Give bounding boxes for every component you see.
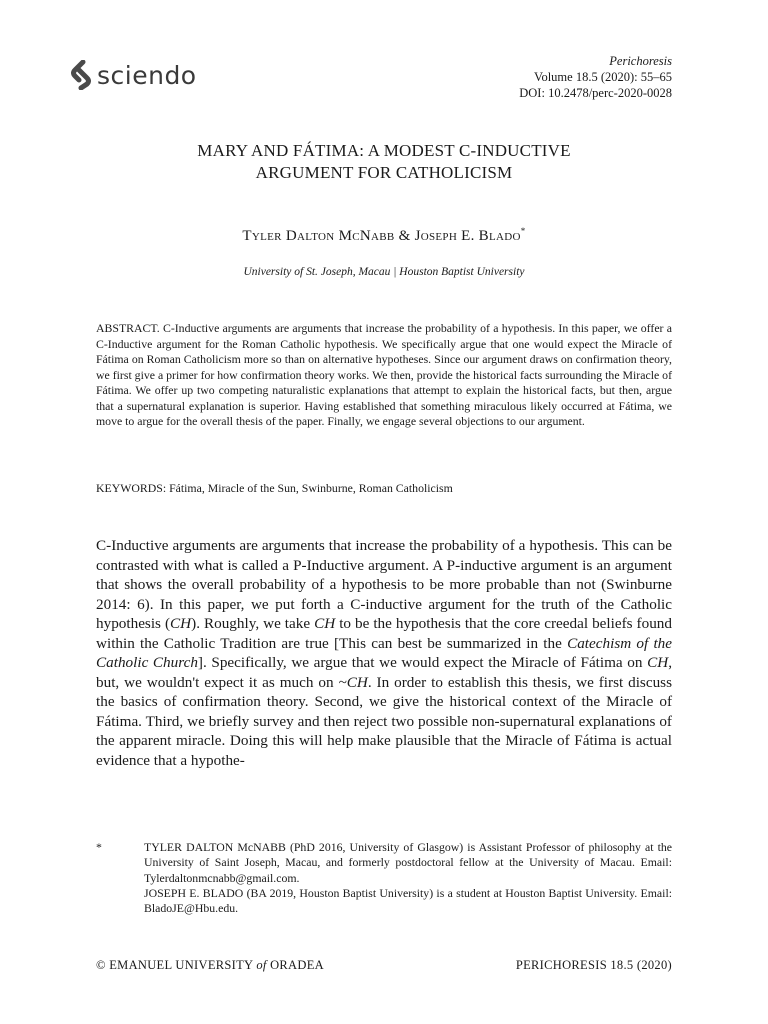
body-text: , but, we wouldn't expect it as much on — [96, 654, 672, 691]
abstract: ABSTRACT. C-Inductive arguments are arguments that increase the probability of a hypothesis. In this paper, we offer a C-Inductive argument for the Roman Catholic hypothesis. We specifically argue that one would expect the Miracle of Fátima on Roman Catholicism more so than on alternative hypotheses. Since our argument draws on confirmation theory, we first give a primer for how confirmation theory works. We then, provide the historical facts surrounding the Miracle of Fátima. We offer up two competing naturalistic explanations that attempt to explain the historical facts, but then, argue that a supernatural explanation is superior. Having established that something miraculous likely occurred at Fátima, we move to argue for the overall thesis of the paper. Finally, we engage several objections to our argument. — [96, 321, 672, 428]
author-footnote-mark: * — [520, 226, 526, 236]
article-authors — [0, 226, 768, 245]
footer-copyright — [96, 958, 324, 973]
footer-copyright-of: of — [256, 958, 267, 972]
author-footnote — [96, 840, 672, 916]
body-text: to be the hypothesis that the core creedal beliefs found within the Catholic Tradition are true [This can best be summarized in the — [96, 615, 672, 652]
body-emphasis: CH — [314, 615, 336, 632]
body-text: ). Roughly, we take — [191, 615, 315, 632]
publisher-logo — [70, 60, 197, 90]
title-line-1: MARY AND FÁTIMA: A MODEST C-INDUCTIVE — [197, 141, 571, 160]
author-names: Tyler Dalton McNabb & Joseph E. Blado — [242, 228, 521, 244]
article-title — [0, 140, 768, 184]
footer-copyright-text-end: ORADEA — [266, 958, 324, 972]
footer-copyright-text: © EMANUEL UNIVERSITY — [96, 958, 257, 972]
journal-info — [519, 53, 672, 101]
author-affiliation: University of St. Joseph, Macau | Houston Baptist University — [243, 266, 525, 278]
footnote-mark: * — [96, 840, 102, 854]
keywords: KEYWORDS: Fátima, Miracle of the Sun, Swinburne, Roman Catholicism — [96, 481, 453, 495]
body-emphasis: Catechism of the Catholic Church — [96, 634, 673, 671]
body-text: C-Inductive arguments are arguments that increase the probability of a hypothesis. This can be contrasted with what is called a P-Inductive argument. A P-inductive argument is an argument that shows the overall probability of a hypothesis to be more probable than not (Swinburne 2014: 6). In this paper, we put forth a C-inductive argument for the truth of the Catholic hypothesis ( — [96, 537, 672, 632]
footnote-text-1: TYLER DALTON McNABB (PhD 2016, University of Glasgow) is Assistant Professor of philosophy at the University of Saint Joseph, Macau, and formerly postdoctoral fellow at the University of Macau. Email: Tylerdaltonmcnabb@gmail.com. — [144, 840, 672, 885]
footer-journal: PERICHORESIS 18.5 (2020) — [515, 958, 672, 972]
journal-name: Perichoresis — [609, 54, 672, 68]
sciendo-logo-icon — [70, 60, 92, 90]
volume-line: Volume 18.5 (2020): 55–65 — [534, 70, 672, 84]
publisher-name: sciendo — [97, 60, 197, 90]
body-emphasis: CH — [647, 654, 669, 671]
doi-line: DOI: 10.2478/perc-2020-0028 — [519, 86, 672, 100]
body-text: . In order to establish this thesis, we first discuss the basics of confirmation theory. Second, we give the historical context of the Miracle of Fátima. Third, we briefly survey and then reject two possible non-supernatural explanations of the apparent miracle. Doing this will help make plausible that the Miracle of Fátima is actual evidence that a hypothe- — [96, 673, 672, 769]
body-paragraph — [96, 536, 672, 770]
body-text: ]. Specifically, we argue that we would expect the Miracle of Fátima on — [197, 654, 648, 671]
title-line-2: ARGUMENT FOR CATHOLICISM — [255, 163, 513, 182]
footnote-text-2: JOSEPH E. BLADO (BA 2019, Houston Baptist University) is a student at Houston Baptist University. Email: BladoJE@Hbu.edu. — [144, 885, 672, 916]
body-emphasis: CH — [170, 615, 192, 632]
body-emphasis: ~CH — [338, 673, 368, 691]
